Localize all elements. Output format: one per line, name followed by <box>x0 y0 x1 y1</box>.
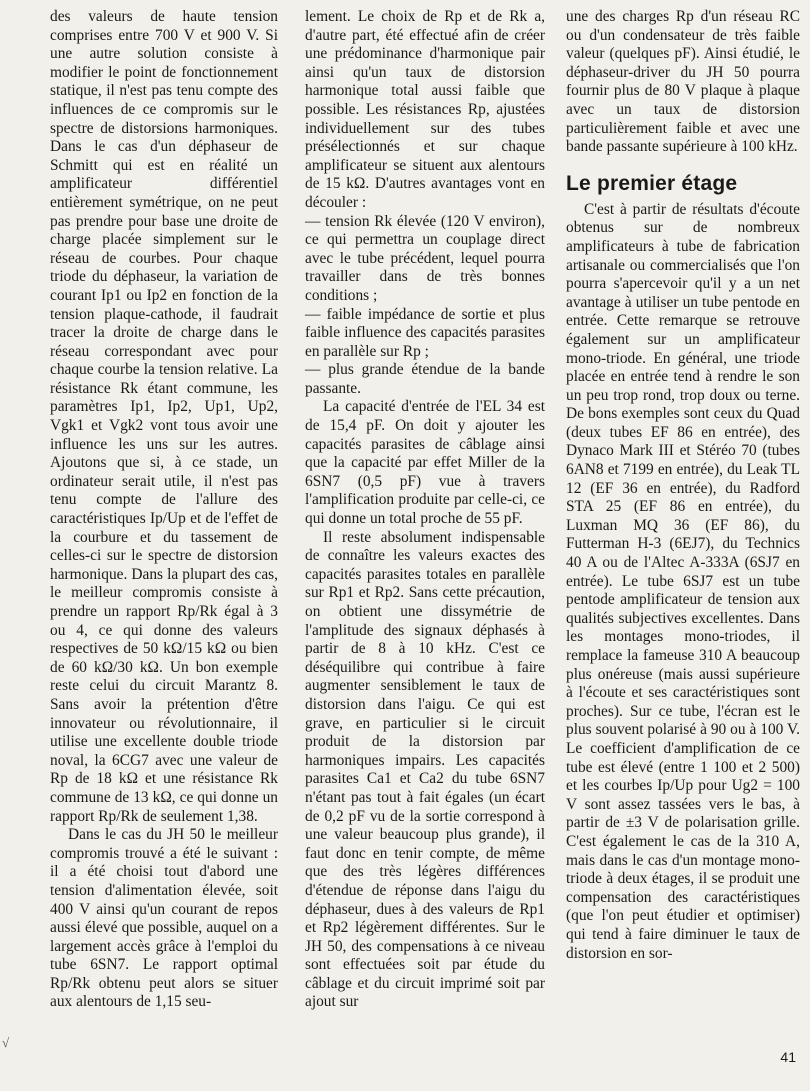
margin-mark: √ <box>2 1035 10 1050</box>
text-column-2 <box>305 8 545 1012</box>
paragraph: C'est à partir de résultats d'écoute obtenus sur de nombreux amplificateurs à tube de fabrication artisanale ou commercialisés que l'on pourra s'apercevoir qu'il y a un net avantage à utiliser un tube pentode en entrée. Cette remarque se retrouve également sur un amplificateur mono-triode. En général, une triode placée en entrée tend à rendre le son un peu trop rond, trop doux ou terne. De bons exemples sont ceux du Quad (deux tubes EF 86 en entrée), des Dynaco Mark III et Stéréo 70 (tubes 6AN8 et 7199 en entrée), du Leak TL 12 (EF 36 en entrée), du Radford STA 25 (EF 86 en entrée), du Luxman MQ 36 (EF 86), du Futterman H-3 (6EJ7), du Technics 40 A ou de l'Altec A-333A (6SJ7 en entrée). Le tube 6SJ7 est un tube pentode amplificateur de tension aux qualités subjectives excellentes. Dans les montages mono-triodes, il remplace la fameuse 310 A beaucoup plus onéreuse (mais aussi supérieure à l'écoute et ses caractéristiques sont proches). Sur ce tube, l'écran est le plus souvent polarisé à 90 ou à 100 V. Le coefficient d'amplification de ce tube est élevé (entre 1 100 et 2 500) et les courbes Ip/Up pour Ug2 = 100 V sont assez tassées vers le bas, à partir de ±3 V de polarisation grille. C'est également le cas de la 310 A, mais dans le cas d'un montage mono-triode à deux étages, il se produit une compensation des caractéristiques (que l'on peut étudier et optimiser) qui tend à faire diminuer le taux de distorsion en sor- <box>566 200 800 962</box>
section-heading: Le premier étage <box>566 171 738 195</box>
paragraph: des valeurs de haute tension comprises entre 700 V et 900 V. Si une autre solution consiste à modifier le point de fonctionnement statique, il n'est pas tenu compte des influences de ce compromis sur le spectre de distorsions harmoniques. Dans le cas d'un déphaseur de Schmitt qui est en réalité un amplificateur différentiel entièrement symétrique, on ne peut pas prendre pour base une droite de charge placée simplement sur le réseau de courbes. Pour chaque triode du déphaseur, la variation de courant Ip1 ou Ip2 en fonction de la tension plaque-cathode, il faudrait tracer la droite de charge dans le réseau correspondant avec pour chaque courbe la tension relative. La résistance Rk étant commune, les paramètres Ip1, Ip2, Up1, Up2, Vgk1 et Vgk2 vont tous avoir une influence les uns sur les autres. Ajoutons que si, à ce stade, un ordinateur serait utile, il n'est pas tenu compte de l'allure des caractéristiques Ip/Up et de l'effet de la courbure et du tassement de celles-ci sur le spectre de distorsion harmonique. Dans la plupart des cas, le meilleur compromis consiste à prendre un rapport Rp/Rk égal à 3 ou 4, ce qui donne des valeurs respectives de 50 kΩ/15 kΩ ou bien de 60 kΩ/30 kΩ. Un bon exemple reste celui du circuit Marantz 8. Sans avoir la prétention d'être innovateur ou révolutionnaire, il utilise une excellente double triode noval, la 6CG7 avec une valeur de Rp de 18 kΩ et une résistance Rk commune de 13 kΩ, ce qui donne un rapport Rp/Rk de seulement 1,38. <box>50 8 278 825</box>
list-item: — tension Rk élevée (120 V environ), ce qui permettra un couplage direct avec le tube précédent, lequel pourra travailler dans de très bonnes conditions ; <box>305 212 545 304</box>
paragraph: une des charges Rp d'un réseau RC ou d'un condensateur de très faible valeur (quelques pF). Ainsi étudié, le déphaseur-driver du JH 50 pourra fournir plus de 80 V plaque à plaque avec un taux de distorsion particulièrement faible et avec une bande passante supérieure à 100 kHz. <box>566 8 800 156</box>
paragraph: Il reste absolument indispensable de connaître les valeurs exactes des capacités parasites totales en parallèle sur Rp1 et Rp2. Sans cette précaution, on obtient une dissymétrie de l'amplitude des signaux déphasés à partir de 8 à 10 kHz. C'est ce déséquilibre qui contribue à faire augmenter sensiblement le taux de distorsion dans l'aigu. Ce qui est grave, en particulier si le circuit produit de la distorsion par harmoniques impairs. Les capacités parasites Ca1 et Ca2 du tube 6SN7 n'étant pas tout à fait égales (un écart de 0,2 pF vu de la sortie correspond à une valeur beaucoup plus grande), il faut donc en tenir compte, de même que des très légères différences d'étendue de réponse dans l'aigu du déphaseur, dues à des valeurs de Rp1 et Rp2 légèrement différentes. Sur le JH 50, des compensations à ce niveau sont effectuées soit par étude du câblage et du circuit imprimé soit par ajout sur <box>305 528 545 1011</box>
list-item: — plus grande étendue de la bande passante. <box>305 361 545 397</box>
paragraph: lement. Le choix de Rp et de Rk a, d'autre part, été effectué afin de créer une prédominance d'harmonique pair ainsi qu'un taux de distorsion harmonique total aussi faible que possible. Les résistances Rp, ajustées individuellement sur des tubes présélectionnés et sur chaque amplificateur se situent aux alentours de 15 kΩ. D'autres avantages vont en découler : <box>305 8 545 211</box>
paragraph: Dans le cas du JH 50 le meilleur compromis trouvé a été le suivant : il a été choisi tout d'abord une tension d'alimentation élevée, soit 400 V ainsi qu'un courant de repos aussi élevé que possible, auquel on a largement accès grâce à l'emploi du tube 6SN7. Le rapport optimal Rp/Rk obtenu peut alors se situer aux alentours de 1,15 seu- <box>50 826 278 1011</box>
list-item: — faible impédance de sortie et plus faible influence des capacités parasites en parallèle sur Rp ; <box>305 305 545 360</box>
paragraph: La capacité d'entrée de l'EL 34 est de 15,4 pF. On doit y ajouter les capacités parasites de câblage ainsi que la capacité par effet Miller de la 6SN7 (0,5 pF) vue à travers l'amplification produite par celle-ci, ce qui donne un total proche de 55 pF. <box>305 398 545 528</box>
text-column-3 <box>566 8 800 963</box>
page-number: 41 <box>780 1049 796 1065</box>
text-column-1 <box>50 8 278 1012</box>
